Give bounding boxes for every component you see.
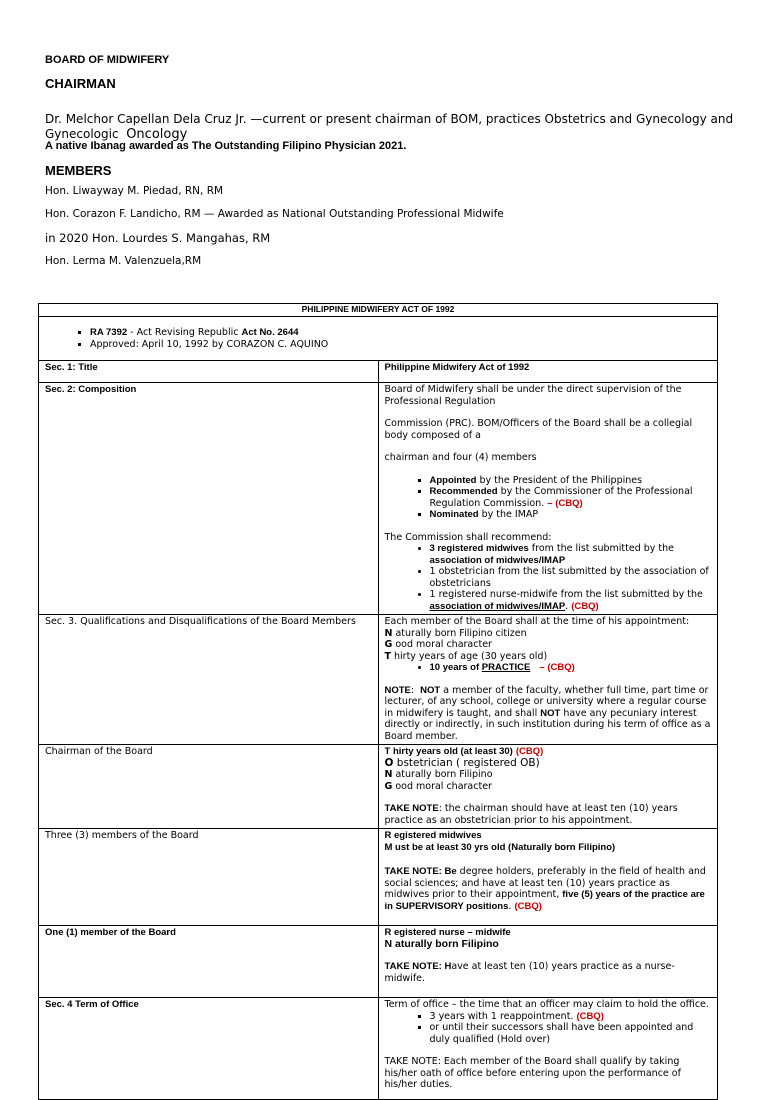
member-requirement: M ust be at least 30 yrs old (Naturally born Filipino) (384, 841, 616, 853)
initial: N (384, 627, 393, 639)
note-text: degree holders, preferably in the field of health and social sciences; and have at least ten (10) years practice as midwives prior to their appointment, (384, 866, 706, 900)
list-item (430, 566, 712, 589)
note-label: NOTE (384, 684, 411, 696)
ra-text: - Act Revising Republic (127, 327, 242, 338)
board-heading: BOARD OF MIDWIFERY (45, 54, 170, 66)
table-row-sec4 (39, 998, 718, 1100)
member-line: Hon. Lerma M. Valenzuela,RM (45, 255, 202, 267)
item-text: 1 obstetrician from the list submitted by the association of obstetricians (429, 566, 709, 589)
sec3-content (378, 615, 718, 745)
one-note (385, 961, 712, 984)
bold-term: Appointed (429, 474, 477, 486)
cbq-tag: (CBQ) (515, 746, 544, 757)
recommend-intro: The Commission shall recommend: (384, 531, 552, 543)
note-text: a member of the faculty, whether full time, part time or lecturer, of any school, college or university where a regular course in midwifery is taught, and shall (384, 684, 709, 719)
note-label: TAKE NOTE (384, 803, 439, 814)
member-line: in 2020 Hon. Lourdes S. Mangahas, RM (45, 231, 271, 245)
qualification-text: aturally born Filipino citizen (392, 627, 527, 639)
note-text: ave at least ten (10) years practice as a nurse-midwife. (384, 961, 675, 984)
recommend-list (385, 543, 712, 612)
bold-term: 10 years of (429, 662, 482, 673)
sec2-content (378, 383, 718, 615)
table-row-sec2 (39, 383, 718, 615)
member-line: Hon. Corazon F. Landicho, RM — Awarded as National Outstanding Professional Midwife (45, 208, 504, 220)
members-heading: MEMBERS (45, 163, 112, 178)
member-requirement: R egistered nurse – midwife (384, 927, 511, 938)
item-text: or until their successors shall have been appointed and duly qualified (Hold over) (429, 1022, 694, 1045)
sec4-intro: Term of office – the time that an officer may claim to hold the office. (384, 999, 709, 1010)
item-text: 1 registered nurse-midwife from the list submitted by the (429, 589, 703, 600)
sec3-list (385, 662, 712, 674)
member-requirement: R egistered midwives (384, 830, 482, 841)
table-title: PHILIPPINE MIDWIFERY ACT OF 1992 (39, 304, 718, 317)
qualification-line (385, 628, 712, 640)
table-row-chairman (39, 745, 718, 829)
initial: G (384, 780, 393, 792)
item-text: 3 years with 1 reappointment. (429, 1010, 577, 1022)
one-member-content (378, 926, 718, 998)
table-row-sec3 (39, 615, 718, 745)
list-item (90, 339, 711, 351)
list-item (430, 475, 712, 487)
sec1-value: Philippine Midwifery Act of 1992 (378, 361, 718, 383)
three-note: TAKE NOTE: Be degree holders, preferably in the field of health and social sciences; and have at least ten (10) years practice as midwives prior to their appointment, five (5) years of the practice are in SUPERVISORY positions. (CBQ) (384, 866, 706, 912)
table-row-sec1 (39, 361, 718, 383)
approved-text: Approved: April 10, 1992 by CORAZON C. AQUINO (90, 338, 329, 350)
cbq-tag: – (CBQ) (547, 497, 583, 509)
table-row-three-members (39, 829, 718, 926)
bold-term: association of midwives/IMAP (429, 554, 566, 566)
sec4-label: Sec. 4 Term of Office (39, 998, 379, 1100)
bold-term: Nominated (429, 509, 479, 520)
cbq-tag: (CBQ) (571, 600, 599, 612)
ra-label: RA 7392 (90, 327, 128, 338)
chairman-content (378, 745, 718, 829)
cbq-tag: (CBQ) (514, 900, 542, 912)
note-label: TAKE NOTE: H (384, 961, 452, 972)
chairman-desc-text: Dr. Melchor Capellan Dela Cruz Jr. —current or present chairman of BOM, practices Obstetrics and Gynecology and Gynecologic (45, 112, 734, 141)
bold-term: Recommended (429, 486, 498, 497)
chair-line (385, 769, 712, 781)
chair-text: ood moral character (392, 780, 492, 792)
item-text: by the President of the Philippines (476, 474, 643, 486)
award-line: A native Ibanag awarded as The Outstanding Filipino Physician 2021. (45, 140, 407, 152)
table-row-one-member (39, 926, 718, 998)
midwifery-act-table (38, 303, 718, 1100)
chair-age: T hirty years old (at least 30) (384, 746, 513, 757)
sec3-intro: Each member of the Board shall at the time of his appointment: (384, 616, 690, 627)
qualification-text: ood moral character (392, 639, 492, 650)
cbq-tag: (CBQ) (576, 1010, 604, 1022)
item-text: by the IMAP (478, 509, 539, 520)
cbq-tag: – (CBQ) (539, 662, 575, 673)
qualification-text: hirty years of age (30 years old) (390, 650, 548, 662)
initial: N (384, 769, 393, 780)
underlined-term: PRACTICE (481, 662, 531, 673)
item-text: by the Commissioner of the Professional Regulation Commission. (429, 486, 693, 509)
list-item (430, 1011, 712, 1023)
item-text: from the list submitted by the (528, 543, 675, 554)
intro-list (45, 327, 711, 350)
chair-line (385, 758, 712, 770)
list-item: • 1 registered nurse-midwife from the list submitted by the association of midwives/IMAP. (CBQ) (430, 589, 712, 612)
note-emphasis: NOT (420, 684, 441, 696)
sec2-label: Sec. 2: Composition (39, 383, 379, 615)
list-item (430, 509, 712, 521)
initial: G (384, 639, 393, 650)
sec3-label: Sec. 3. Qualifications and Disqualifications of the Board Members (39, 615, 379, 745)
table-title-row (39, 304, 718, 317)
qualification-line (385, 639, 712, 651)
chair-line (385, 781, 712, 793)
initial: T (384, 650, 391, 662)
list-item (430, 543, 712, 566)
act-number: Act No. 2644 (241, 327, 299, 338)
three-members-content (378, 829, 718, 926)
sec1-label: Sec. 1: Title (39, 361, 379, 383)
table-row-intro (39, 317, 718, 361)
three-members-label: Three (3) members of the Board (39, 829, 379, 926)
note-emphasis: five (5) years of the practice are in SUPERVISORY positions (384, 889, 705, 912)
initial: O (384, 756, 394, 769)
note-emphasis: NOT (540, 707, 561, 719)
list-item (430, 1022, 712, 1045)
sec3-note: NOTE: NOT a member of the faculty, whether full time, part time or lecturer, of any school, college or university where a regular course in midwifery is taught, and shall NOT have any pecuniary interest directly or indirectly, in such institution during his term of office as a Board member. (384, 684, 711, 742)
chairman-desc-tail: Oncology (126, 127, 188, 142)
chairman-label: Chairman of the Board (39, 745, 379, 829)
one-member-label: One (1) member of the Board (39, 926, 379, 998)
sec4-note: TAKE NOTE: Each member of the Board shall qualify by taking his/her oath of office before entering upon the performance of his/her duties. (384, 1056, 681, 1090)
sec2-list (385, 475, 712, 521)
sec4-list (385, 1011, 712, 1046)
chairman-heading: CHAIRMAN (45, 76, 116, 91)
member-requirement: N aturally born Filipino (384, 937, 499, 950)
member-line: Hon. Liwayway M. Piedad, RN, RM (45, 185, 224, 197)
bold-term: 3 registered midwives (429, 543, 529, 554)
intro-cell (39, 317, 718, 361)
underlined-term: association of midwives/IMAP (429, 600, 566, 612)
note-text: have any pecuniary interest directly or indirectly, in such institution during his term of office as a Board member. (384, 707, 711, 742)
chairman-description (45, 112, 735, 142)
sec2-paragraph: Board of Midwifery shall be under the direct supervision of the Professional Regulation (384, 384, 682, 407)
list-item (90, 327, 711, 339)
note-text: : the chairman should have at least ten (10) years practice as an obstetrician prior to his appointment. (384, 803, 678, 826)
list-item (430, 486, 712, 509)
chair-note (385, 803, 712, 826)
sec2-paragraph: Commission (PRC). BOM/Officers of the Board shall be a collegial body composed of a (384, 418, 693, 441)
chair-text: aturally born Filipino (392, 769, 493, 780)
note-label: TAKE NOTE: Be (384, 866, 457, 877)
chair-text: bstetrician ( registered OB) (393, 756, 540, 769)
qualification-line (385, 651, 712, 663)
sec2-paragraph: chairman and four (4) members (384, 452, 537, 463)
sec4-content (378, 998, 718, 1100)
list-item (430, 662, 712, 674)
